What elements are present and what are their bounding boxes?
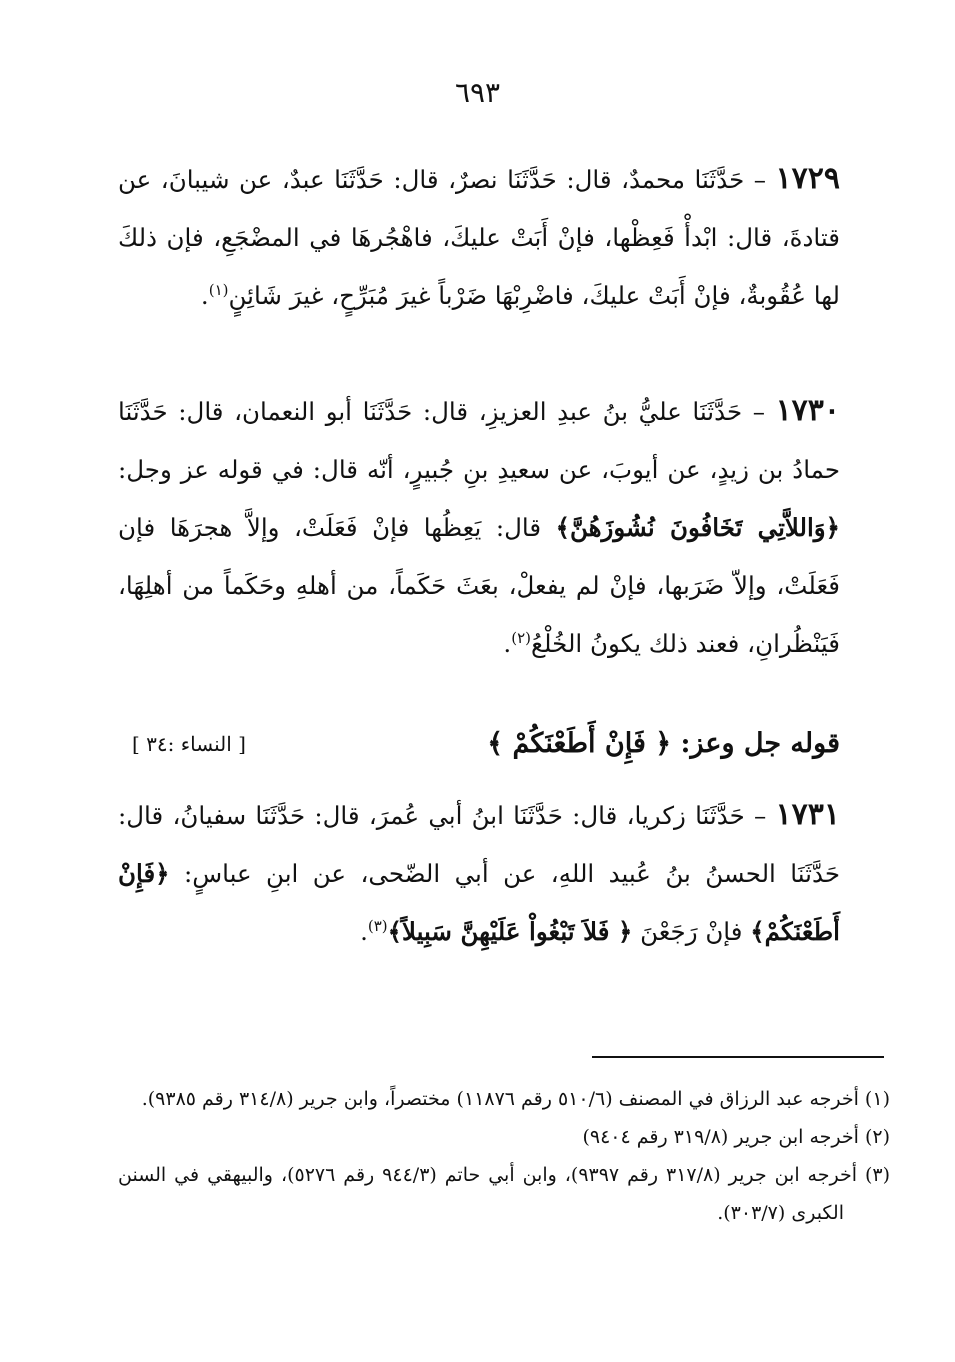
footnotes (118, 1080, 890, 1232)
heading-title: قوله جل وعز: ﴿ فَإِنْ أَطَعْنَكُمْ ﴾ (487, 728, 840, 759)
quran-verse: ﴿ فَلاَ تَبْغُواْ عَلَيْهِنَّ سَبِيلاً﴾ (387, 917, 633, 946)
hadith-number: ١٧٣١ (775, 797, 840, 832)
page-number: ٦٩٣ (454, 76, 501, 109)
footnote-2: (٢) أخرجه ابن جرير (٣١٩/٨ رقم ٩٤٠٤) (582, 1126, 890, 1148)
footnote-ref[interactable]: (١) (208, 280, 229, 299)
hadith-text: فإنْ رَجَعْنَ (632, 917, 751, 946)
footnote-ref[interactable]: (٣) (367, 916, 388, 935)
hadith-end: . (503, 629, 512, 658)
footnote-ref[interactable]: (٢) (511, 628, 531, 647)
surah-reference: [ النساء :٣٤ ] (132, 732, 246, 756)
hadith-end: . (360, 917, 368, 946)
footnote-divider (592, 1056, 884, 1058)
hadith-text: قال: يَعِظُها فإنْ فَعَلَتْ، وإلاَّ هجرَهَا فإن فَعَلَتْ، وإلاّ ضَرَبها، فإنْ لم يفعلْ، بعَثَ حَكَماً، من أهلهِ وحَكَماً من أهلِهَا، فَيَنْظُرانِ، فعند ذلك يكونُ الخُلْعُ (118, 513, 840, 658)
hadith-dash: – (742, 397, 776, 426)
section-heading (118, 714, 840, 774)
quran-verse: ﴿وَاللاَّتِي تَخَافُونَ نُشُوزَهُنَّ﴾ (555, 513, 840, 542)
footnote-3: (٣) أخرجه ابن جرير (٣١٧/٨ رقم ٩٣٩٧)، وابن أبي حاتم (٩٤٤/٣ رقم ٥٢٧٦)، والبيهقي في السنن الكبرى (٣٠٣/٧). (118, 1164, 891, 1224)
hadith-number: ١٧٣٠ (775, 393, 841, 428)
footnote-1: (١) أخرجه عبد الرزاق في المصنف (٥١٠/٦ رقم ١١٨٧٦) مختصراً، وابن جرير (٣١٤/٨ رقم ٩٣٨٥). (141, 1088, 890, 1110)
hadith-text: حَدَّثَنَا محمدٌ، قال: حَدَّثَنَا نصرٌ، قال: حَدَّثَنَا عبدٌ، عن شيبانَ، عن قتادةَ، قال: ابْدأْ فَعِظْها، فإنْ أَبَتْ عليكَ، فاهْجُرهَا في المضْجَعِ، فإن ذلكَ لها عُقُوبةٌ، فإنْ أَبَتْ عليكَ، فاضْرِبْهَا ضَرْباً غيرَ مُبَرِّحٍ، غيرَ شَائِنٍ (118, 165, 840, 310)
quran-verse: ﴿فَإِنْ أَطَعْنَكُمْ﴾ (118, 859, 840, 946)
hadith-end: . (200, 281, 209, 310)
hadith-text: حَدَّثَنَا زكريا، قال: حَدَّثَنَا ابنُ أبي عُمرَ، قال: حَدَّثَنَا سفيانُ، قال: حَدَّثَنَا الحسنُ بنُ عُبيد اللهِ، عن أبي الضّحى، عن ابنِ عباسٍ: (118, 801, 840, 888)
hadith-dash: – (744, 801, 776, 830)
hadith-1731 (118, 786, 840, 961)
hadith-1729 (118, 150, 840, 325)
hadith-number: ١٧٢٩ (775, 161, 840, 196)
hadith-dash: – (744, 165, 776, 194)
hadith-1730 (118, 382, 840, 673)
hadith-text: حَدَّثَنَا عليُّ بنُ عبدِ العزيزِ، قال: حَدَّثَنَا أبو النعمان، قال: حَدَّثَنَا حمادُ بن زيدٍ، عن أيوبَ، عن سعيدِ بنِ جُبيرٍ، أنّه قال: في قوله عز وجل: (118, 397, 840, 484)
